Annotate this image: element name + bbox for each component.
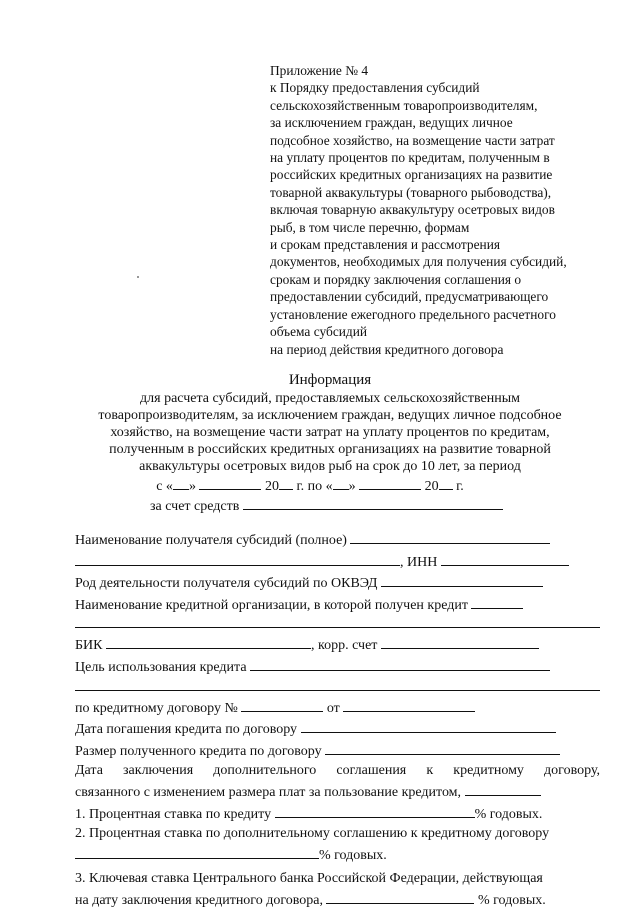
credit-org-field-cont[interactable] [75,615,600,628]
period-line [20,475,600,495]
recipient-label: Наименование получателя субсидий (полное) [75,533,347,548]
recipient-field-cont[interactable] [75,551,400,566]
info-line: товаропроизводителям, за исключением граждан, ведущих личное подсобное [98,408,562,423]
appendix-line: российских кредитных организациях на развитие [270,167,553,183]
funds-line [60,495,600,515]
appendix-line: подсобное хозяйство, на возмещение части затрат [270,132,555,148]
rate-3-unit: % годовых. [477,892,546,908]
addendum-date-field[interactable] [465,781,541,796]
recipient-row [75,529,600,551]
info-description [60,390,600,475]
rate-1-field[interactable] [275,803,475,818]
period-from-label: с « [156,479,173,494]
info-line: аквакультуры осетровых видов рыб на срок до 10 лет, за период [139,459,521,474]
addendum-label: связанного с изменением размера плат за пользование кредитом, [75,784,462,800]
credit-org-field[interactable] [471,594,523,609]
month-to-field[interactable] [359,475,421,490]
period-quote-2: » [348,479,356,494]
contract-no-field[interactable] [241,697,323,712]
info-line: хозяйство, на возмещение части затрат на уплату процентов по кредитам, [110,425,550,440]
appendix-header [270,62,615,358]
appendix-line: предоставлении субсидий, предусматривающего [270,289,549,305]
appendix-line: к Порядку предоставления субсидий [270,80,480,96]
inn-row [75,551,600,573]
appendix-line: документов, необходимых для получения субсидий, [270,254,567,270]
bik-label: БИК [75,638,103,654]
credit-org-label: Наименование кредитной организации, в которой получен кредит [75,597,468,613]
repay-field[interactable] [301,718,556,733]
rate-2-field[interactable] [75,844,319,859]
funds-field[interactable] [243,495,503,510]
purpose-field-cont[interactable] [75,678,600,691]
credit-org-row [75,594,600,616]
info-line: для расчета субсидий, предоставляемых сельскохозяйственным [140,391,520,406]
form-block [75,529,600,911]
appendix-line: установление ежегодного предельного расчетного [270,306,556,322]
period-quote: » [188,479,196,494]
rate-3-row: 3. Ключевая ставка Центрального банка Российской Федерации, действующая [75,871,543,887]
year-from-prefix: 20 [264,479,279,494]
bik-row [75,634,600,656]
rate-2-value-row [75,844,600,866]
addendum-row-2 [75,781,600,803]
loan-size-label: Размер полученного кредита по договору [75,743,322,759]
info-line: полученным в российских кредитных организациях на развитие товарной [109,442,551,457]
rate-3-value-row [75,889,600,911]
info-block [60,372,600,515]
rate-2-row: 2. Процентная ставка по дополнительному соглашению к кредитному договору [75,826,550,842]
appendix-line: Приложение № 4 [270,63,369,78]
appendix-line: товарной аквакультуры (товарного рыбоводства), [270,184,552,200]
repay-row [75,718,600,740]
purpose-label: Цель использования кредита [75,659,247,675]
year-from-field[interactable] [279,475,293,490]
appendix-line: и срокам представления и рассмотрения [270,237,501,253]
scan-dot [137,276,139,278]
period-year-suffix: г. [456,479,464,494]
appendix-line: включая товарную аквакультуру осетровых видов [270,202,555,218]
okved-row [75,572,600,594]
contract-from-label: от [326,700,340,716]
addendum-row-1: Дата заключения дополнительного соглашения к кредитному договору, [75,763,600,779]
inn-field[interactable] [441,551,569,566]
info-title: Информация [288,372,372,388]
repay-label: Дата погашения кредита по договору [75,722,298,738]
appendix-line: на период действия кредитного договора [270,341,504,357]
purpose-row [75,656,600,678]
contract-date-field[interactable] [343,697,475,712]
appendix-line: срокам и порядку заключения соглашения о [270,271,522,287]
bik-field[interactable] [106,634,311,649]
rate-3-field[interactable] [326,889,474,904]
rate-1-label: 1. Процентная ставка по кредиту [75,806,272,822]
appendix-line: сельскохозяйственным товаропроизводителям, [270,97,538,113]
month-from-field[interactable] [199,475,261,490]
inn-label: , ИНН [400,554,438,570]
period-to-label: г. по « [296,479,333,494]
okved-field[interactable] [381,572,543,587]
appendix-line: за исключением граждан, ведущих личное [270,115,513,131]
recipient-field[interactable] [350,529,550,544]
rate-3-label: на дату заключения кредитного договора, [75,892,323,908]
corr-label: , корр. счет [311,638,378,654]
contract-row [75,697,600,719]
loan-size-field[interactable] [325,740,560,755]
day-to-field[interactable] [333,475,349,490]
appendix-line: на уплату процентов по кредитам, полученным в [270,150,550,166]
year-to-prefix: 20 [424,479,439,494]
funds-label: за счет средств [150,499,240,514]
year-to-field[interactable] [439,475,453,490]
appendix-line: объема субсидий [270,324,368,340]
purpose-field[interactable] [250,656,550,671]
loan-size-row [75,740,600,762]
day-from-field[interactable] [173,475,189,490]
rate-1-unit: % годовых. [474,806,543,822]
okved-label: Род деятельности получателя субсидий по ОКВЭД [75,576,378,592]
appendix-line: рыб, в том числе перечню, формам [270,219,470,235]
rate-1-row [75,803,600,825]
corr-field[interactable] [381,634,539,649]
rate-2-unit: % годовых. [319,847,387,863]
contract-no-label: по кредитному договору № [75,700,238,716]
